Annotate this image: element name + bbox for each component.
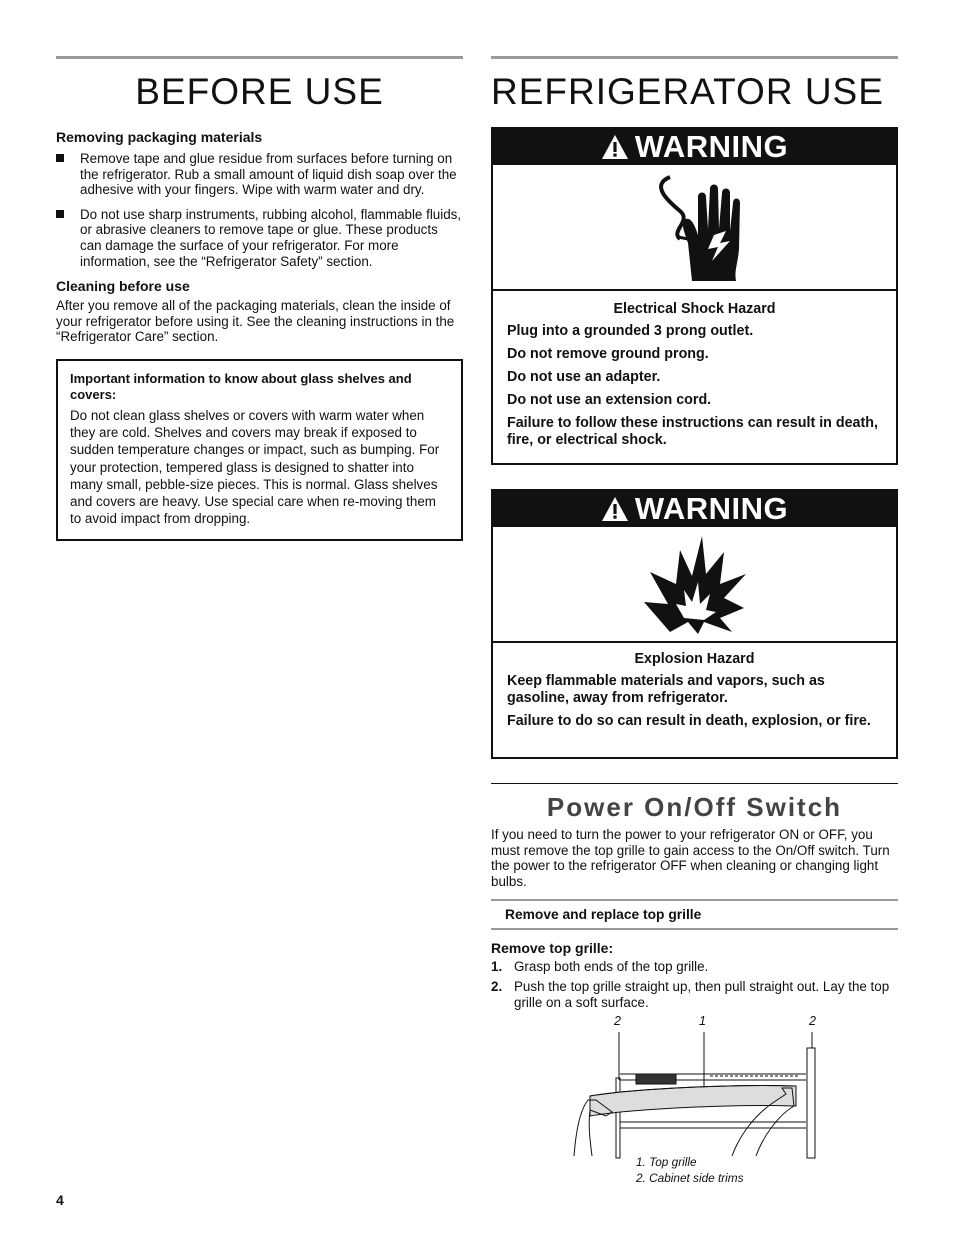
remove-grille-heading: Remove top grille: — [491, 940, 614, 957]
warning-label: WARNING — [634, 129, 789, 164]
refrigerator-use-column — [491, 56, 898, 1014]
section-rule — [491, 783, 898, 784]
before-use-title: BEFORE USE — [135, 71, 384, 112]
cleaning-body: After you remove all of the packaging materials, clean the inside of your refrigerator before using it. See the cleaning instructions in the “Refrigerator Care” section. — [56, 298, 455, 345]
callout-label: 2 — [614, 1014, 621, 1028]
grille-illustration — [560, 1030, 830, 1160]
instruction: Failure to do so can result in death, explosion, or fire. — [507, 713, 871, 729]
page-number: 4 — [56, 1192, 64, 1208]
warning-label: WARNING — [634, 491, 789, 526]
cleaning-heading: Cleaning before use — [56, 278, 190, 295]
glass-notice-heading: Important information to know about glass shelves and covers: — [70, 370, 412, 402]
list-item — [56, 207, 463, 269]
bullet-text: Remove tape and glue residue from surfaces before turning on the refrigerator. Rub a small amount of liquid dish soap over the adhesive with your fingers. Wipe with warm water and dry. — [80, 151, 457, 198]
remove-grille-steps — [491, 959, 898, 1010]
warning-triangle-icon — [601, 496, 629, 522]
instruction: Plug into a grounded 3 prong outlet. — [507, 323, 754, 339]
instruction: Do not use an adapter. — [507, 369, 661, 385]
packaging-heading: Removing packaging materials — [56, 129, 263, 145]
top-grille-figure — [560, 1012, 830, 1188]
warning-header — [493, 129, 896, 165]
explosion-pictogram — [493, 527, 896, 643]
list-item — [491, 959, 898, 975]
section-rule — [491, 56, 898, 59]
electrical-shock-warning — [491, 127, 898, 465]
instruction: Keep flammable materials and vapors, such as gasoline, away from refrigerator. — [507, 673, 825, 706]
step-text: Grasp both ends of the top grille. — [514, 959, 709, 975]
refrigerator-use-title: REFRIGERATOR USE — [491, 71, 884, 112]
glass-shelves-notice — [56, 359, 463, 541]
power-switch-body: If you need to turn the power to your refrigerator ON or OFF, you must remove the top grille to gain access to the On/Off switch. Turn the power to the refrigerator OFF when cleaning or changing light bulbs. — [491, 827, 890, 889]
instruction: Do not use an extension cord. — [507, 392, 712, 408]
figure-caption-2: 2. Cabinet side trims — [636, 1171, 744, 1185]
before-use-column — [56, 56, 463, 541]
power-switch-title: Power On/Off Switch — [546, 792, 843, 822]
electrical-shock-icon — [640, 171, 750, 283]
step-text: Push the top grille straight up, then pull straight out. Lay the top grille on a soft surface. — [514, 978, 890, 1010]
callout-label: 2 — [809, 1014, 816, 1028]
warning-text — [493, 643, 896, 744]
bullet-text: Do not use sharp instruments, rubbing alcohol, flammable fluids, or abrasive cleaners to remove tape or glue. These products can damage the surface of your refrigerator. For more information, see the “Refrigerator Safety” section. — [80, 206, 462, 269]
warning-header — [493, 491, 896, 527]
hazard-title: Explosion Hazard — [634, 651, 755, 667]
warning-triangle-icon — [601, 134, 629, 160]
callout-label: 1 — [699, 1014, 706, 1028]
list-item — [56, 151, 463, 198]
list-item — [491, 979, 898, 1010]
bullet-square-icon — [56, 154, 64, 162]
glass-notice-body: Do not clean glass shelves or covers with warm water when they are cold. Shelves and covers may break if exposed to sudden temperature changes or impact, such as bumping. For your protection, tempered glass is designed to shatter into many small, pebble-size pieces. This is normal. Glass shelves and covers are heavy. Use special care when re-moving them to avoid impact from dropping. — [70, 407, 440, 527]
instruction: Do not remove ground prong. — [507, 346, 709, 362]
explosion-icon — [640, 532, 750, 636]
figure-caption-1: 1. Top grille — [636, 1155, 697, 1169]
bullet-square-icon — [56, 210, 64, 218]
remove-replace-grille-band: Remove and replace top grille — [491, 899, 898, 930]
warning-text — [493, 291, 896, 463]
hazard-title: Electrical Shock Hazard — [613, 301, 776, 317]
step-number: 1. — [491, 959, 503, 975]
step-number: 2. — [491, 978, 503, 994]
section-rule — [56, 56, 463, 59]
packaging-bullets — [56, 151, 463, 269]
explosion-warning — [491, 489, 898, 759]
electrical-shock-pictogram — [493, 165, 896, 291]
instruction: Failure to follow these instructions can result in death, fire, or electrical shock. — [507, 415, 878, 448]
